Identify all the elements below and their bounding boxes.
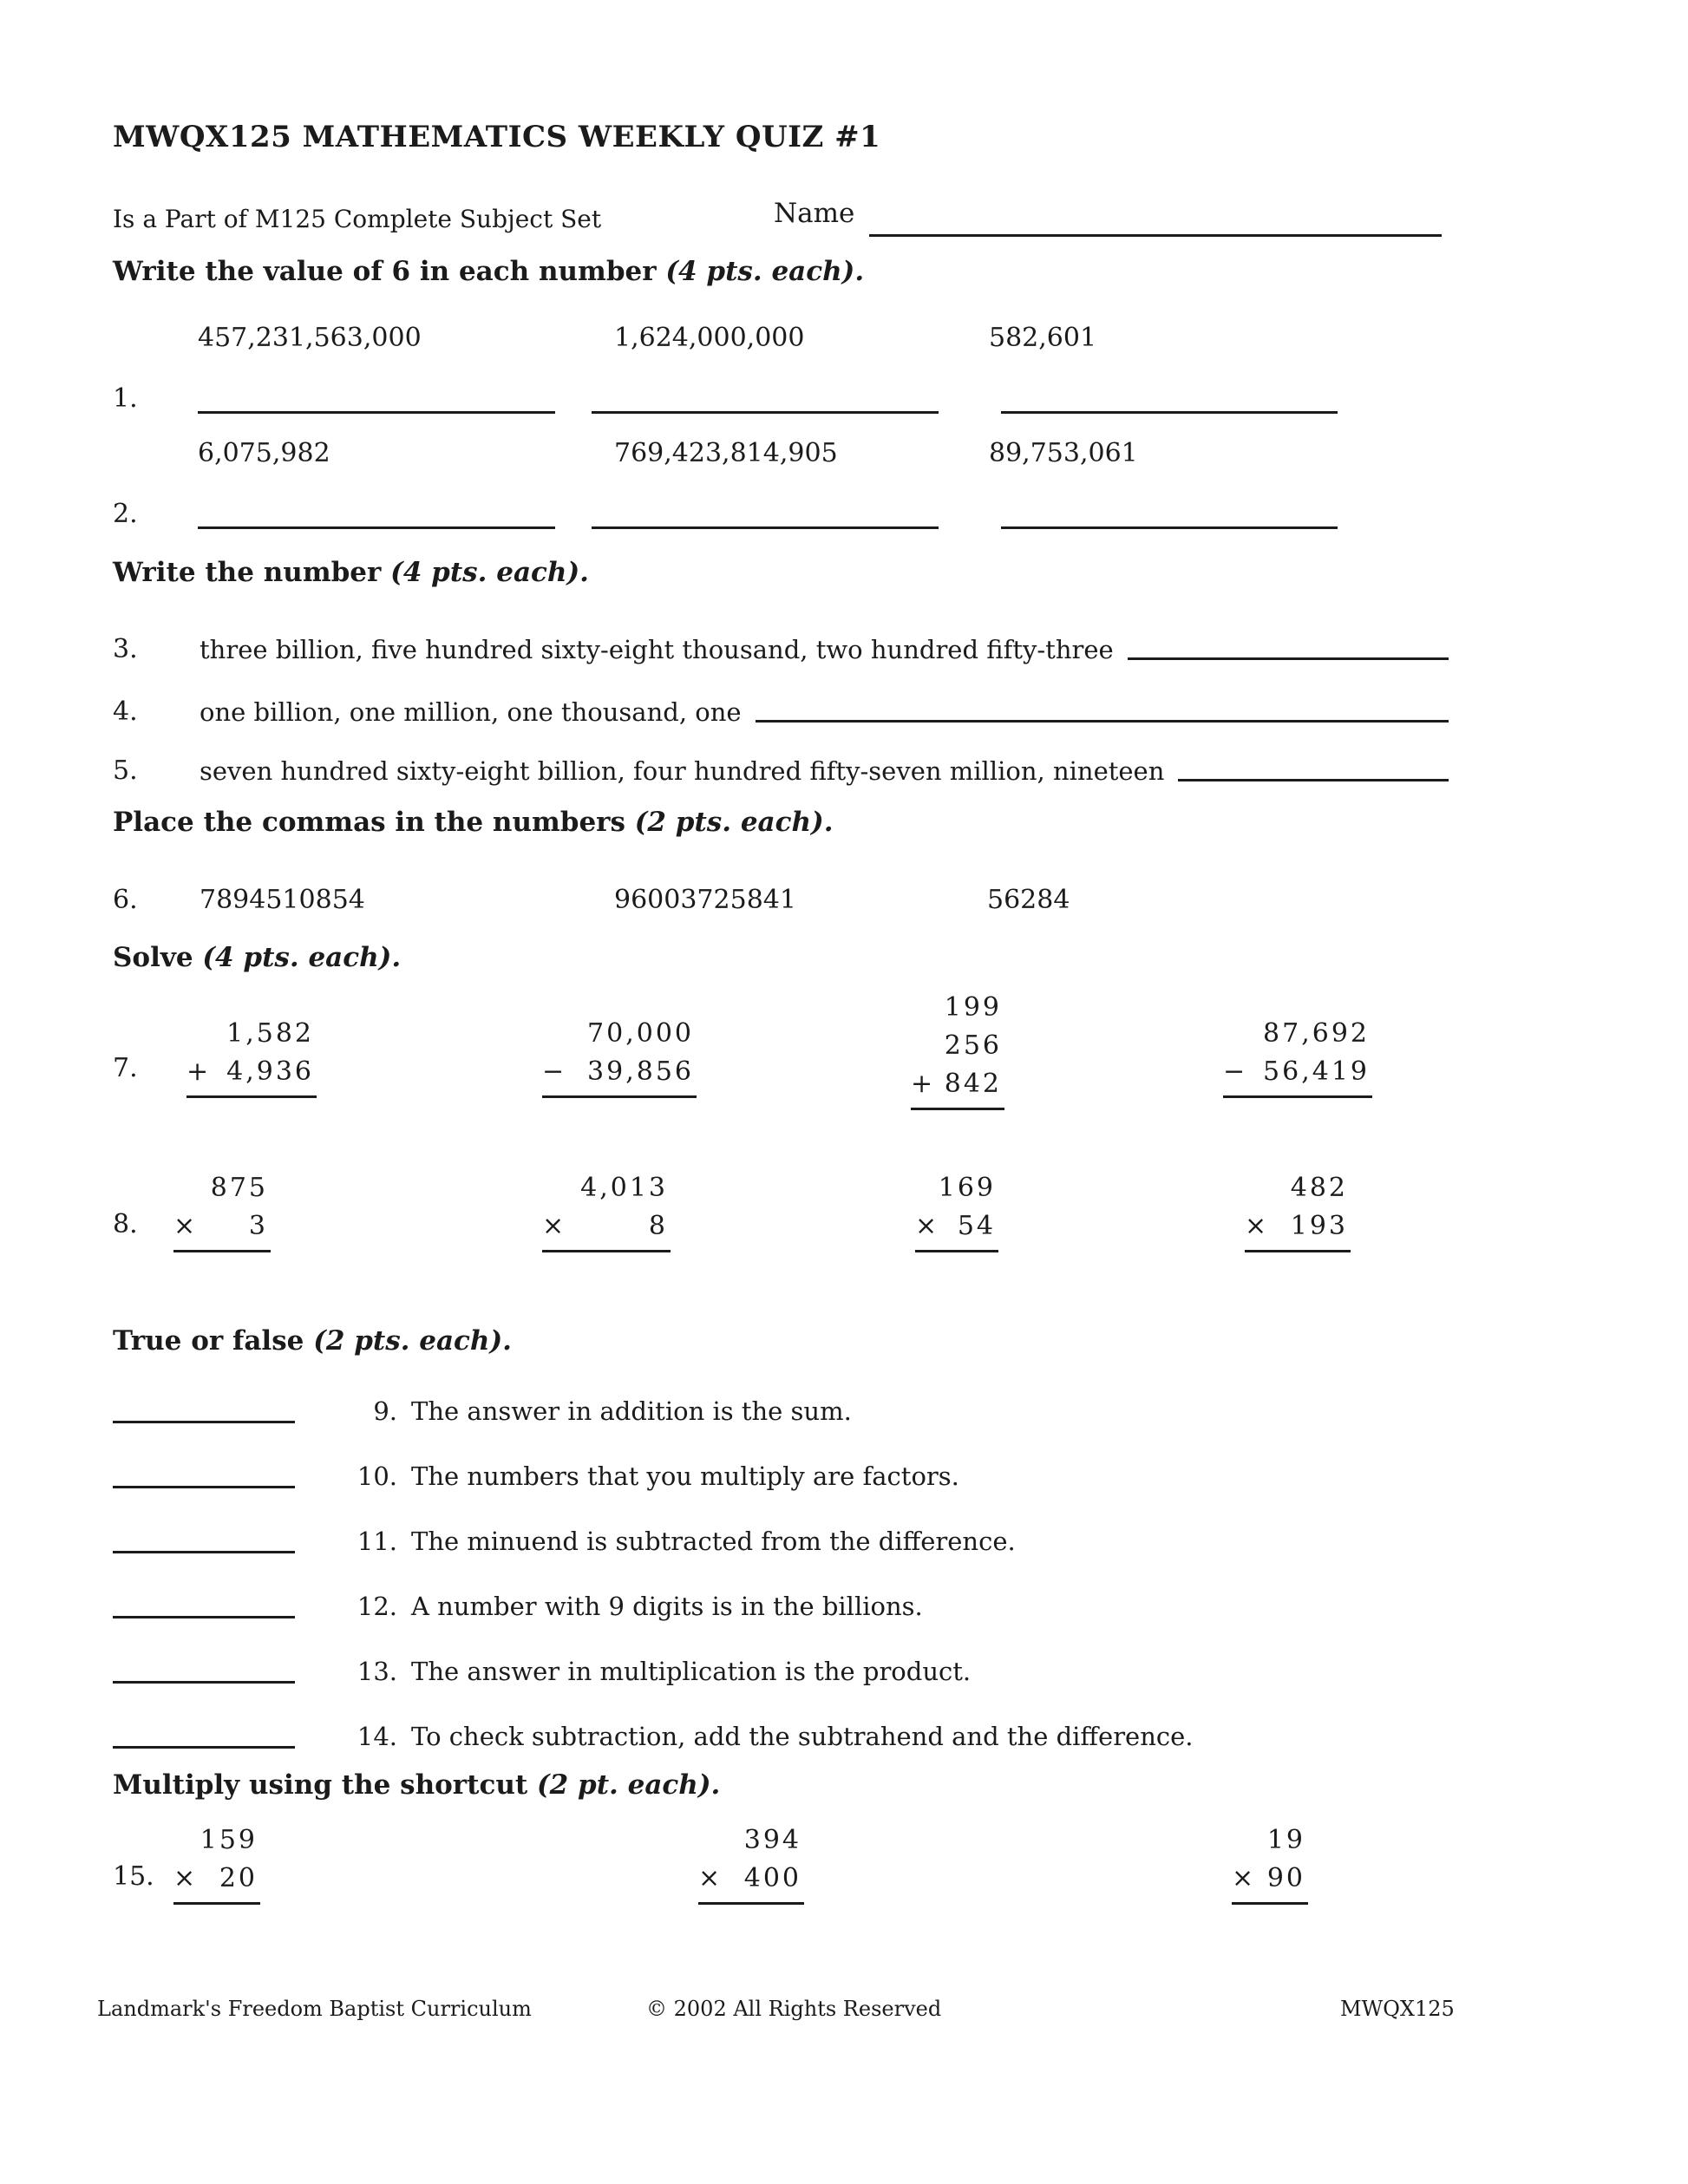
operator: × [173, 1863, 199, 1893]
heading-pts: (4 pts. each). [202, 942, 402, 973]
operand-top: 169 [938, 1173, 996, 1203]
page-title: MWQX125 MATHEMATICS WEEKLY QUIZ #1 [113, 120, 881, 154]
section-heading-true-false [113, 1325, 1449, 1357]
answer-line [113, 1610, 295, 1618]
answer-line [1178, 773, 1449, 781]
tf-item-14 [113, 1711, 1449, 1751]
operation-line [1232, 1860, 1308, 1905]
question-number: 4. [113, 696, 138, 727]
question-text: one billion, one million, one thousand, one [200, 697, 742, 727]
question-number: 6. [113, 885, 138, 915]
question-number: 14. [357, 1722, 397, 1751]
question-number: 5. [113, 755, 138, 786]
operation-line [173, 1207, 271, 1252]
operand-top: 4,013 [580, 1173, 668, 1203]
operand-top: 87,692 [1263, 1018, 1370, 1049]
operand-top: 159 [200, 1825, 258, 1855]
heading-pts: (4 pts. each). [390, 557, 589, 588]
heading-label: Multiply using the shortcut [113, 1769, 528, 1801]
given-number: 769,423,814,905 [614, 438, 838, 468]
section-heading-multiply-shortcut [113, 1769, 1449, 1801]
operand-top: 482 [1290, 1173, 1348, 1203]
math-problem [911, 989, 1004, 1110]
operation-line [911, 1065, 1004, 1110]
statement-text: To check subtraction, add the subtrahend and the difference. [411, 1722, 1194, 1751]
answer-line [198, 411, 555, 414]
tf-item-11 [113, 1516, 1449, 1556]
operand-bottom: 56,419 [1263, 1056, 1370, 1087]
operation-line [915, 1207, 998, 1252]
answer-line [113, 1545, 295, 1553]
operand-top: 19 [1266, 1825, 1305, 1855]
question-number: 2. [113, 499, 138, 529]
question-6 [113, 885, 1449, 926]
operator: × [1232, 1863, 1257, 1893]
name-line [869, 234, 1442, 237]
math-problem [173, 1821, 260, 1905]
question-5 [113, 748, 1449, 786]
heading-pts: (2 pts. each). [313, 1325, 512, 1357]
operand-bottom: 90 [1266, 1863, 1305, 1893]
question-8 [113, 1169, 1449, 1299]
answer-line [592, 411, 939, 414]
question-4 [113, 689, 1449, 727]
operand-bottom: 20 [219, 1863, 258, 1893]
heading-pts: (4 pts. each). [665, 256, 865, 287]
tf-item-10 [113, 1451, 1449, 1491]
math-problem [186, 1015, 317, 1098]
math-problem [1232, 1821, 1308, 1905]
operator: + [186, 1056, 212, 1087]
math-problem [173, 1169, 271, 1252]
math-problem [1223, 1015, 1372, 1098]
question-number: 15. [113, 1861, 154, 1892]
math-problem [1245, 1169, 1351, 1252]
question-text: three billion, five hundred sixty-eight thousand, two hundred fifty-three [200, 635, 1114, 664]
operation-line [1245, 1207, 1351, 1252]
answer-line [113, 1740, 295, 1749]
math-problem [698, 1821, 804, 1905]
question-number: 3. [113, 634, 138, 664]
operand-bottom: 4,936 [226, 1056, 314, 1087]
tf-item-9 [113, 1386, 1449, 1426]
heading-label: True or false [113, 1325, 304, 1357]
given-number: 96003725841 [614, 885, 796, 915]
operator: + [911, 1069, 936, 1099]
operator: × [915, 1211, 940, 1241]
answer-line [113, 1675, 295, 1684]
operand-top: 875 [210, 1173, 268, 1203]
answer-line [756, 714, 1449, 723]
operand-bottom: 193 [1290, 1211, 1348, 1241]
operation-line [186, 1053, 317, 1098]
question-number: 12. [357, 1592, 397, 1621]
operator: × [698, 1863, 723, 1893]
footer-right: MWQX125 [1340, 1997, 1455, 2021]
question-15 [113, 1821, 1449, 1952]
heading-pts: (2 pt. each). [536, 1769, 721, 1801]
operator: × [173, 1211, 199, 1241]
given-number: 457,231,563,000 [198, 323, 422, 353]
question-number: 1. [113, 383, 138, 414]
given-number: 56284 [987, 885, 1070, 915]
answer-line [113, 1480, 295, 1488]
tf-item-13 [113, 1646, 1449, 1686]
operand-top: 256 [944, 1030, 1002, 1061]
math-problem [915, 1169, 998, 1252]
question-3 [113, 626, 1449, 664]
math-problem [542, 1015, 697, 1098]
heading-label: Write the number [113, 557, 382, 588]
operation-line [173, 1860, 260, 1905]
operand-bottom: 400 [743, 1863, 801, 1893]
operand-bottom: 842 [944, 1069, 1002, 1099]
answer-line [1128, 651, 1449, 660]
operation-line [698, 1860, 804, 1905]
given-number: 7894510854 [200, 885, 365, 915]
section-heading-write-number [113, 557, 1449, 588]
operand-bottom: 54 [957, 1211, 996, 1241]
operator: × [542, 1211, 567, 1241]
given-number: 582,601 [989, 323, 1097, 353]
operand-top: 394 [743, 1825, 801, 1855]
question-number: 13. [357, 1657, 397, 1686]
given-number: 89,753,061 [989, 438, 1138, 468]
given-number: 6,075,982 [198, 438, 330, 468]
footer-center: © 2002 All Rights Reserved [646, 1997, 942, 2021]
question-number: 11. [357, 1527, 397, 1556]
answer-line [1001, 526, 1338, 529]
subtitle: Is a Part of M125 Complete Subject Set [113, 205, 602, 233]
statement-text: The answer in addition is the sum. [411, 1396, 852, 1426]
question-7 [113, 989, 1449, 1171]
question-number: 9. [373, 1396, 397, 1426]
operator: − [542, 1056, 567, 1087]
statement-text: The answer in multiplication is the product. [411, 1657, 972, 1686]
section-heading-solve [113, 942, 1449, 973]
operand-bottom: 39,856 [587, 1056, 694, 1087]
page-footer [0, 1997, 1688, 2031]
operand-bottom: 8 [648, 1211, 668, 1241]
section-heading-place-commas [113, 807, 1449, 838]
tf-item-12 [113, 1581, 1449, 1621]
statement-text: The minuend is subtracted from the difference. [411, 1527, 1016, 1556]
operation-line [1223, 1053, 1372, 1098]
name-label: Name [774, 198, 855, 229]
operand-bottom: 3 [248, 1211, 268, 1241]
answer-line [113, 1415, 295, 1423]
heading-pts: (2 pts. each). [634, 807, 834, 838]
operation-line [542, 1207, 671, 1252]
question-number: 8. [113, 1209, 138, 1239]
question-text: seven hundred sixty-eight billion, four hundred fifty-seven million, nineteen [200, 756, 1165, 786]
operand-top: 1,582 [226, 1018, 314, 1049]
statement-text: A number with 9 digits is in the billions. [411, 1592, 923, 1621]
answer-line [1001, 411, 1338, 414]
heading-label: Write the value of 6 in each number [113, 256, 657, 287]
answer-line [198, 526, 555, 529]
operator: × [1245, 1211, 1270, 1241]
operation-line [542, 1053, 697, 1098]
operator: − [1223, 1056, 1248, 1087]
given-number: 1,624,000,000 [614, 323, 805, 353]
math-problem [542, 1169, 671, 1252]
answer-line [592, 526, 939, 529]
operand-top: 70,000 [587, 1018, 694, 1049]
operand-top: 199 [944, 992, 1002, 1023]
name-row [113, 198, 1449, 243]
question-1 [113, 323, 1449, 435]
footer-left: Landmark's Freedom Baptist Curriculum [97, 1997, 532, 2021]
heading-label: Solve [113, 942, 193, 973]
section-heading-value-of-six [113, 256, 1449, 287]
heading-label: Place the commas in the numbers [113, 807, 625, 838]
statement-text: The numbers that you multiply are factors. [411, 1461, 959, 1491]
question-number: 7. [113, 1053, 138, 1083]
question-2 [113, 438, 1449, 551]
question-number: 10. [357, 1461, 397, 1491]
